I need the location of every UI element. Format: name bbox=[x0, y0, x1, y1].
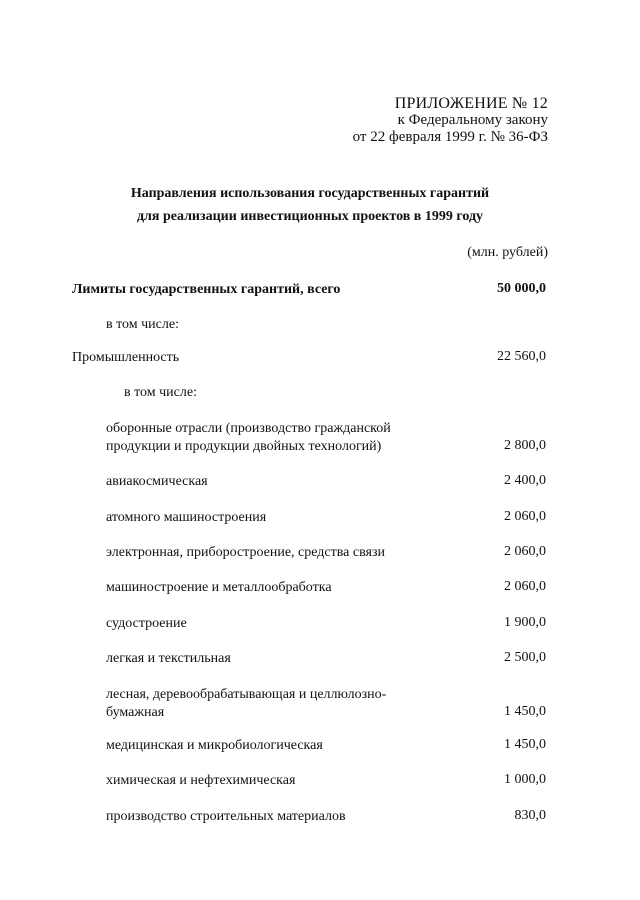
appendix-law-reference: к Федеральному закону bbox=[397, 112, 548, 128]
row-value: 1 000,0 bbox=[504, 772, 546, 787]
row-label: в том числе: bbox=[124, 385, 197, 400]
appendix-header bbox=[353, 95, 548, 146]
appendix-heading: ПРИЛОЖЕНИЕ № 12 bbox=[394, 95, 548, 112]
unit-label: (млн. рублей) bbox=[467, 245, 548, 260]
row-label: в том числе: bbox=[106, 317, 179, 332]
row-label: Лимиты государственных гарантий, всего bbox=[72, 282, 341, 297]
row-value: 1 450,0 bbox=[504, 737, 546, 752]
title-line-1: Направления использования государственных гарантий bbox=[130, 186, 490, 201]
row-label-line-2: продукции и продукции двойных технологий) bbox=[106, 439, 382, 454]
title-line-2: для реализации инвестиционных проектов в 1999 году bbox=[136, 209, 484, 224]
row-value: 2 060,0 bbox=[504, 509, 546, 524]
row-label: авиакосмическая bbox=[106, 474, 208, 489]
appendix-law-date: от 22 февраля 1999 г. № 36-ФЗ bbox=[352, 129, 548, 145]
row-label: судостроение bbox=[106, 616, 187, 631]
row-label-line-2: бумажная bbox=[106, 705, 165, 720]
row-label: машиностроение и металлообработка bbox=[106, 580, 332, 595]
row-value: 1 900,0 bbox=[504, 615, 546, 630]
row-label: электронная, приборостроение, средства связи bbox=[106, 545, 385, 560]
row-label-line-1: лесная, деревообрабатывающая и целлюлозно- bbox=[106, 687, 387, 702]
row-label: атомного машиностроения bbox=[106, 510, 267, 525]
row-label-line-1: оборонные отрасли (производство гражданской bbox=[106, 421, 391, 436]
row-label: медицинская и микробиологическая bbox=[106, 738, 323, 753]
row-value: 2 400,0 bbox=[504, 473, 546, 488]
row-label: легкая и текстильная bbox=[106, 651, 231, 666]
row-value: 22 560,0 bbox=[497, 349, 546, 364]
row-label: производство строительных материалов bbox=[106, 809, 346, 824]
row-label: Промышленность bbox=[72, 350, 180, 365]
row-value: 2 800,0 bbox=[504, 438, 546, 453]
row-value: 2 500,0 bbox=[504, 650, 546, 665]
row-value: 830,0 bbox=[514, 808, 546, 823]
row-value: 1 450,0 bbox=[504, 704, 546, 719]
row-value: 2 060,0 bbox=[504, 544, 546, 559]
row-value: 50 000,0 bbox=[497, 281, 546, 296]
row-value: 2 060,0 bbox=[504, 579, 546, 594]
row-label: химическая и нефтехимическая bbox=[106, 773, 296, 788]
document-title bbox=[0, 182, 620, 228]
